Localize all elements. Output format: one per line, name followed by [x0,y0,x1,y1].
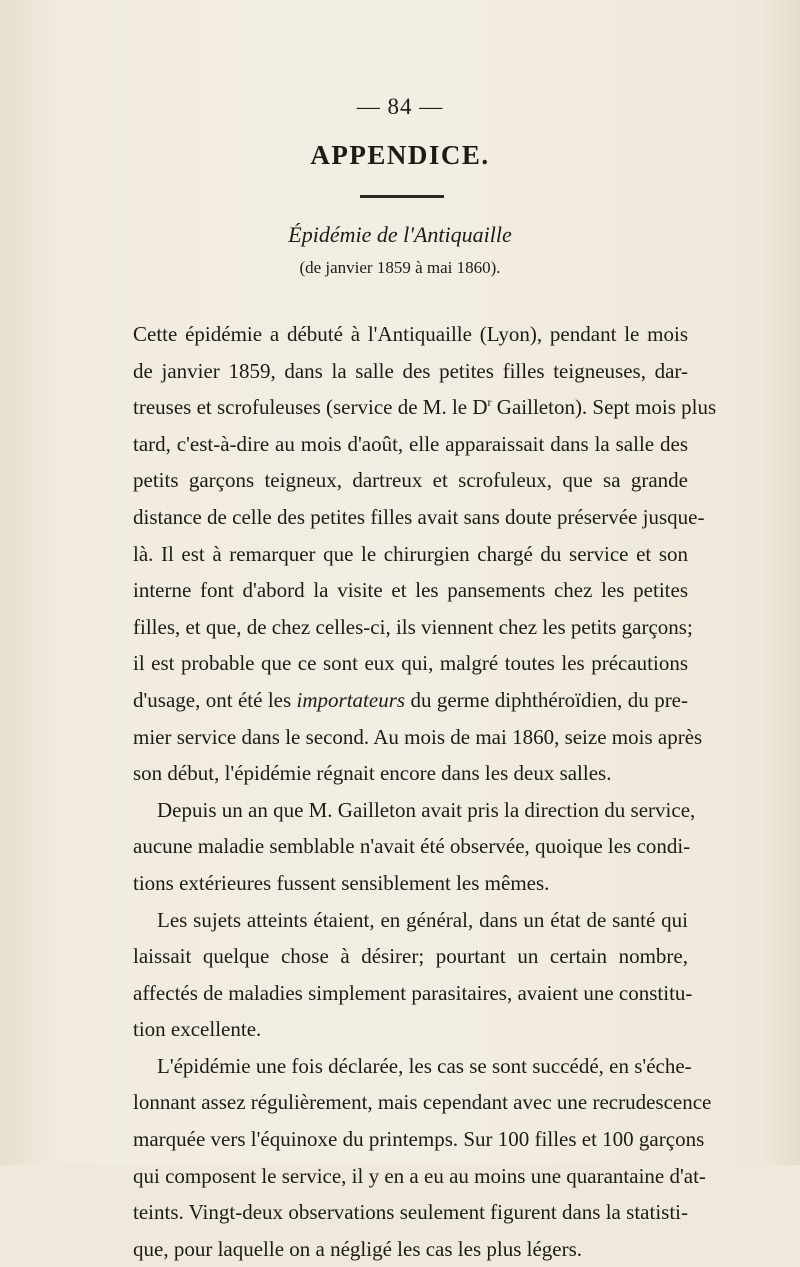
body-text [133,316,717,1267]
emphasis: importateurs [296,687,406,712]
text-line: là. Il est à remarquer que le chirurgien chargé du service et son [133,541,688,566]
text-line: mier service dans le second. Au mois de mai 1860, seize mois après [133,724,703,749]
chapter-title: APPENDICE. [310,140,490,170]
text-line: qui composent le service, il y en a eu au moins une quarantaine d'at- [133,1163,706,1188]
text-line [133,389,717,426]
text-span: treuses et scrofuleuses (service de M. le D [133,395,488,420]
text-line: marquée vers l'équinoxe du printemps. Sur 100 filles et 100 garçons [133,1127,705,1152]
text-line: il est probable que ce sont eux qui, malgré toutes les précautions [133,651,688,676]
text-line: affectés de maladies simplement parasitaires, avaient une constitu- [133,980,693,1005]
text-line: interne font d'abord la visite et les pansements chez les petites [133,578,688,603]
text-line: tard, c'est-à-dire au mois d'août, elle apparaissait dans la salle des [133,431,688,456]
text-span: du germe diphthéroïdien, du pre- [405,687,688,712]
page-number: — 84 — [356,94,444,119]
text-line: filles, et que, de chez celles-ci, ils viennent chez les petits garçons; [133,614,693,639]
text-line: Depuis un an que M. Gailleton avait pris la direction du service, [157,797,696,822]
title-rule [360,195,444,198]
text-line [133,682,688,719]
text-line: lonnant assez régulièrement, mais cependant avec une recrudescence [133,1090,712,1115]
text-line: tions extérieures fussent sensiblement les mêmes. [133,870,550,895]
text-line: aucune maladie semblable n'avait été observée, quoique les condi- [133,834,691,859]
text-line: distance de celle des petites filles avait sans doute préservée jusque- [133,504,705,529]
text-line: teints. Vingt-deux observations seulement figurent dans la statisti- [133,1200,688,1225]
text-span: Gailleton). Sept mois plus [491,395,717,420]
text-line: laissait quelque chose à désirer; pourtant un certain nombre, [133,944,688,969]
text-span: d'usage, ont été les [133,687,297,712]
text-line: de janvier 1859, dans la salle des petites filles teigneuses, dar- [133,358,688,383]
text-line: son début, l'épidémie régnait encore dans les deux salles. [133,761,612,786]
text-line: que, pour laquelle on a négligé les cas les plus légers. [133,1236,583,1261]
text-line: petits garçons teigneux, dartreux et scrofuleux, que sa grande [133,468,688,493]
text-line: Les sujets atteints étaient, en général, dans un état de santé qui [157,907,688,932]
text-line: L'épidémie une fois déclarée, les cas se sont succédé, en s'éche- [157,1053,692,1078]
date-range: (de janvier 1859 à mai 1860). [299,258,501,277]
text-line: Cette épidémie a débuté à l'Antiquaille (Lyon), pendant le mois [133,322,688,346]
section-title: Épidémie de l'Antiquaille [288,222,512,247]
superscript: r [487,395,492,410]
text-line: tion excellente. [133,1017,262,1042]
